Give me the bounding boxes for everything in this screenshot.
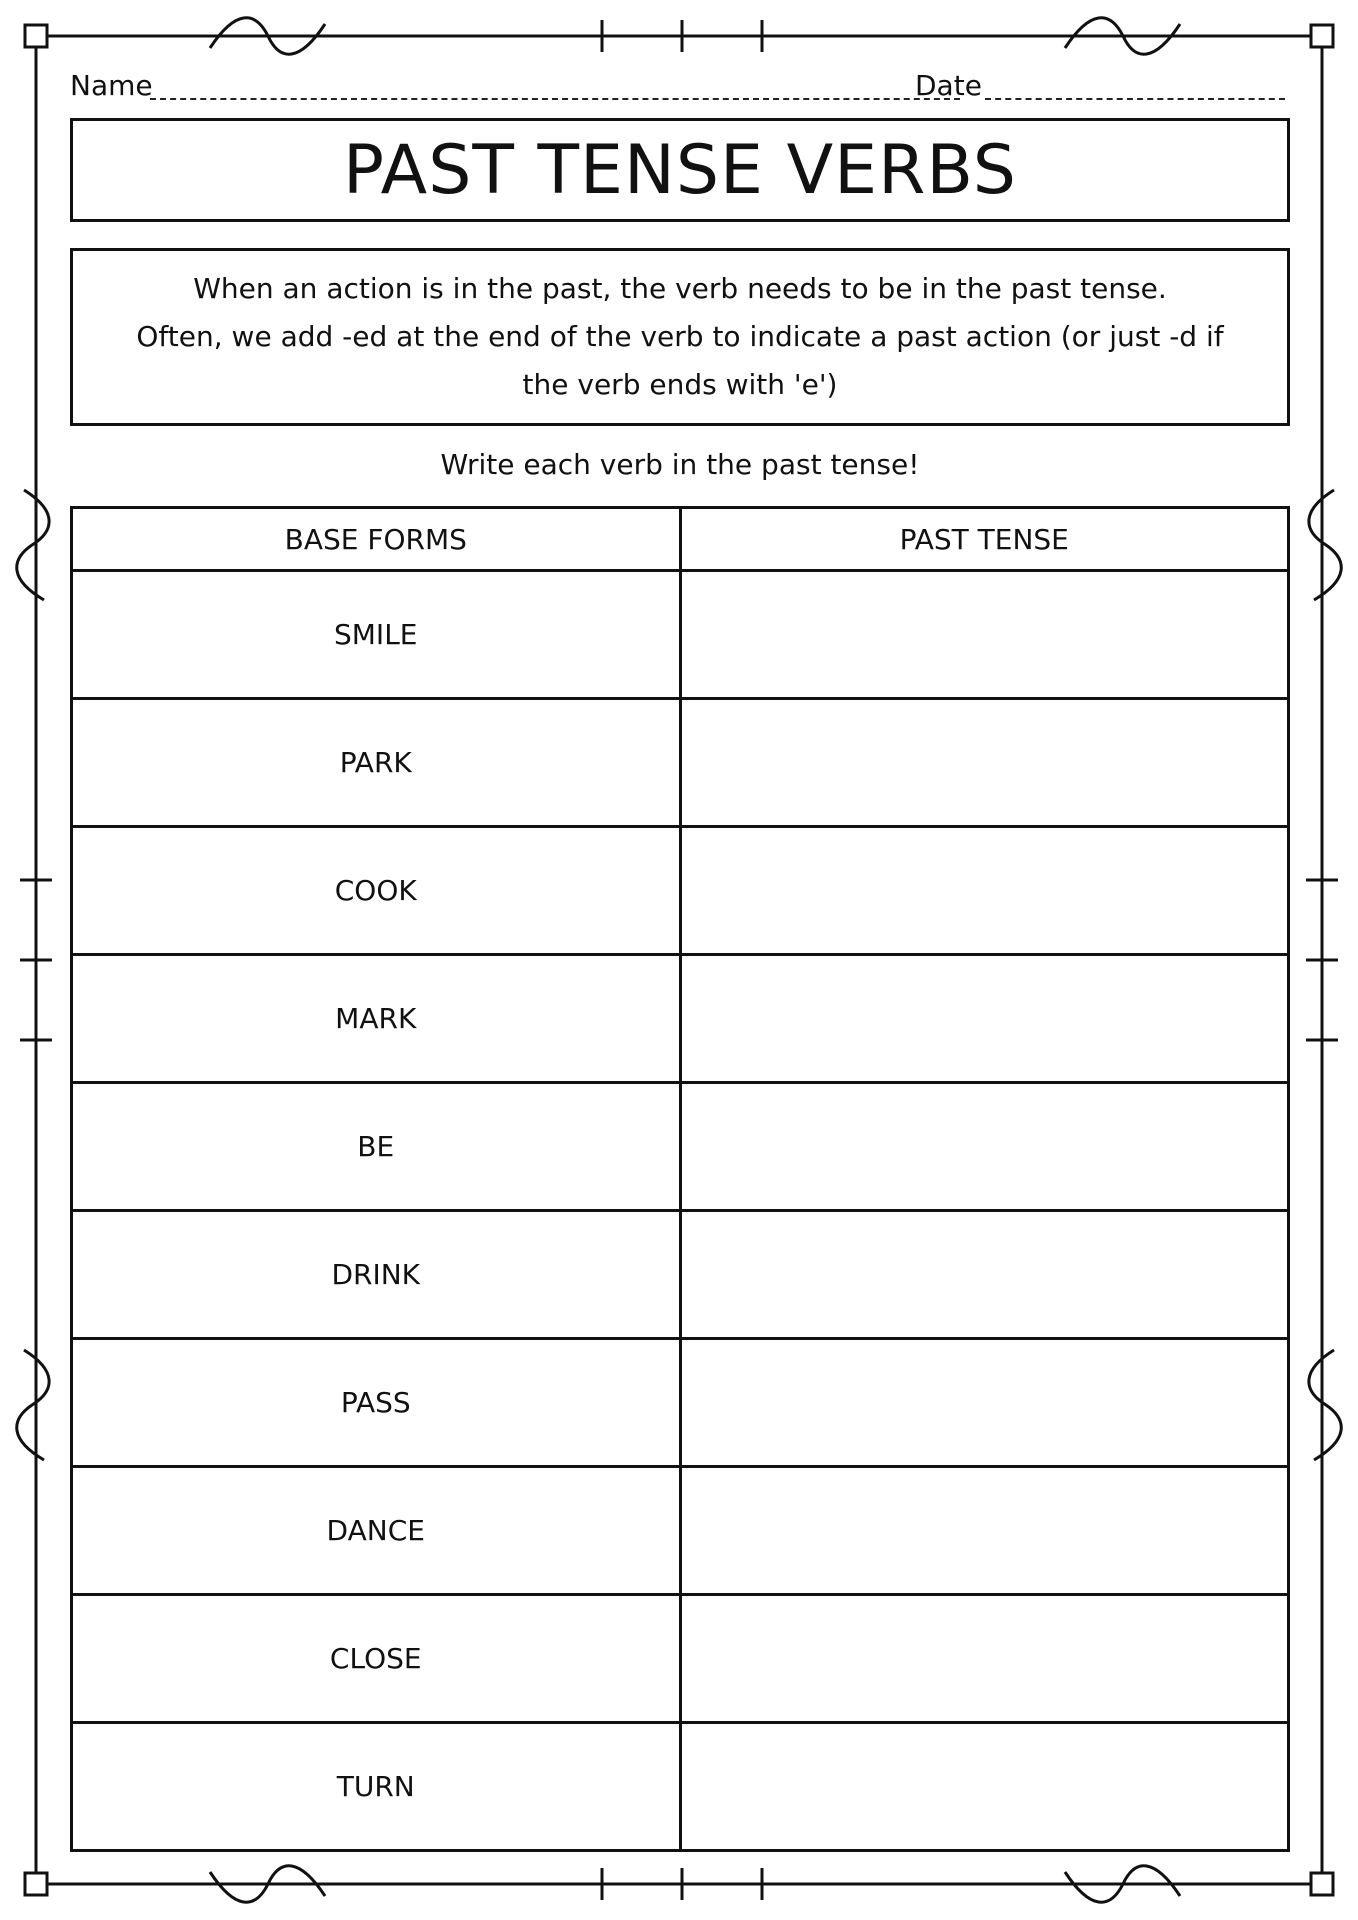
table-row — [72, 1339, 1289, 1467]
base-form-cell: BE — [72, 1083, 681, 1211]
swirl-left-lower — [17, 1350, 49, 1460]
swirl-right-lower — [1309, 1350, 1341, 1460]
intro-text — [113, 265, 1247, 409]
past-tense-answer-cell[interactable] — [680, 1595, 1289, 1723]
past-tense-answer-cell[interactable] — [680, 1211, 1289, 1339]
past-tense-answer-cell[interactable] — [680, 955, 1289, 1083]
base-form-cell: COOK — [72, 827, 681, 955]
table-row — [72, 1595, 1289, 1723]
instruction-text: Write each verb in the past tense! — [440, 448, 920, 481]
past-tense-answer-cell[interactable] — [680, 1467, 1289, 1595]
name-date-line — [70, 62, 1290, 110]
page-title: PAST TENSE VERBS — [343, 130, 1017, 210]
intro-box — [70, 248, 1290, 426]
table-row — [72, 1211, 1289, 1339]
table-row — [72, 1723, 1289, 1851]
base-form-cell: CLOSE — [72, 1595, 681, 1723]
table-row — [72, 827, 1289, 955]
page-title-box — [70, 118, 1290, 222]
table-row — [72, 1467, 1289, 1595]
table-row — [72, 955, 1289, 1083]
name-field[interactable] — [150, 98, 960, 100]
table-row — [72, 699, 1289, 827]
swirl-right-upper — [1309, 490, 1341, 600]
corner-square-bl — [25, 1873, 47, 1895]
base-form-cell: SMILE — [72, 571, 681, 699]
base-form-cell: MARK — [72, 955, 681, 1083]
header-base-forms: BASE FORMS — [72, 508, 681, 571]
corner-square-tl — [25, 25, 47, 47]
base-form-cell: TURN — [72, 1723, 681, 1851]
past-tense-answer-cell[interactable] — [680, 1083, 1289, 1211]
base-form-cell: PASS — [72, 1339, 681, 1467]
past-tense-answer-cell[interactable] — [680, 699, 1289, 827]
past-tense-answer-cell[interactable] — [680, 827, 1289, 955]
swirl-left-upper — [17, 490, 49, 600]
intro-line-1: When an action is in the past, the verb needs to be in the past tense. — [193, 272, 1167, 305]
past-tense-answer-cell[interactable] — [680, 571, 1289, 699]
past-tense-answer-cell[interactable] — [680, 1723, 1289, 1851]
base-form-cell: PARK — [72, 699, 681, 827]
base-form-cell: DRINK — [72, 1211, 681, 1339]
corner-square-br — [1311, 1873, 1333, 1895]
past-tense-answer-cell[interactable] — [680, 1339, 1289, 1467]
corner-square-tr — [1311, 25, 1333, 47]
table-header-row — [72, 508, 1289, 571]
table-row — [72, 1083, 1289, 1211]
date-label: Date — [915, 69, 982, 102]
header-past-tense: PAST TENSE — [680, 508, 1289, 571]
name-label: Name — [70, 69, 153, 102]
date-field[interactable] — [985, 98, 1285, 100]
table-row — [72, 571, 1289, 699]
base-form-cell: DANCE — [72, 1467, 681, 1595]
intro-line-2: Often, we add -ed at the end of the verb to indicate a past action (or just -d if the verb ends with 'e') — [136, 320, 1224, 401]
verb-table — [70, 506, 1290, 1852]
